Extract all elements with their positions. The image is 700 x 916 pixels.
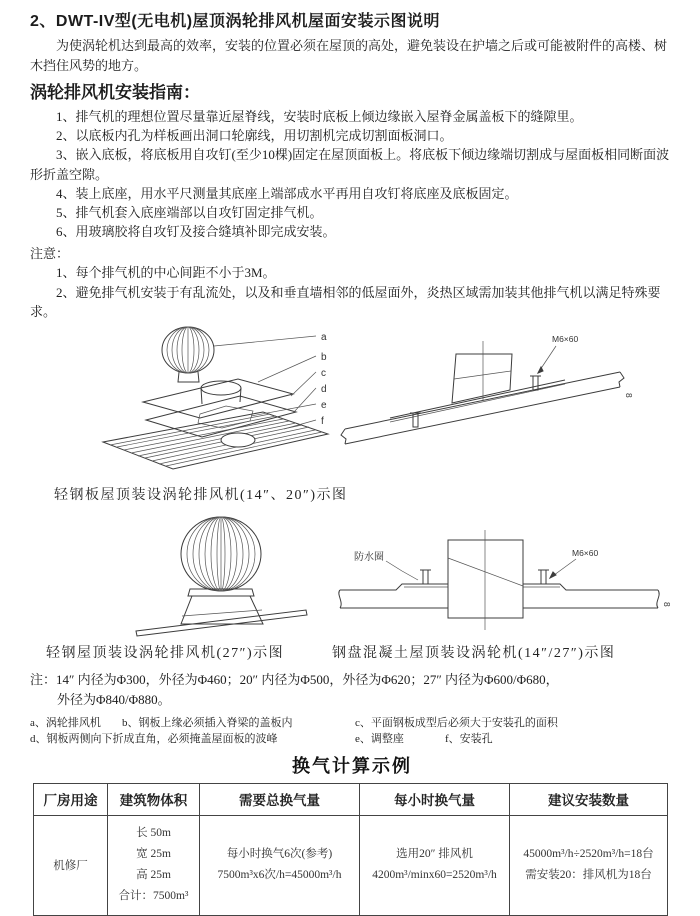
section-break-mark: 8 [624, 392, 634, 398]
cell-usage: 机修厂 [34, 815, 108, 915]
size-notes [30, 670, 674, 710]
required-line-1: 每小时换气6次(参考) [226, 848, 333, 861]
cell-volume [108, 815, 200, 915]
part-label-c: c [321, 367, 326, 379]
caption-steel-panel-roof: 轻钢板屋顶装设涡轮排风机(14″、20″)示图 [54, 487, 348, 503]
legend-item-a: a、涡轮排风机 [30, 716, 101, 729]
legend-item-d: d、钢板两侧向下折成直角，必须掩盖屋面板的波峰 [30, 732, 278, 745]
exploded-install-diagram [88, 324, 346, 484]
required-line-2: 7500m³x6次/h=45000m³/h [217, 869, 342, 882]
volume-height: 高 25m [136, 869, 171, 882]
guide-heading: 涡轮排风机安装指南： [30, 83, 200, 102]
header-usage: 厂房用途 [34, 783, 108, 815]
section-break-mark-2: 8 [662, 601, 672, 607]
volume-length: 长 50m [136, 827, 171, 840]
waterproof-ring-label: 防水圈 [354, 551, 384, 563]
turbine-27-diagram [118, 512, 330, 638]
part-label-a: a [321, 331, 327, 343]
cell-suggested-qty [510, 815, 668, 915]
table-row [34, 815, 668, 915]
part-label-f: f [321, 415, 324, 427]
diagram-area [30, 324, 674, 666]
hourly-line-1: 选用20″ 排风机 [396, 848, 473, 861]
volume-total: 合计：7500m³ [118, 890, 189, 903]
page-title: 2、DWT-IV型(无电机)屋顶涡轮排风机屋面安装示图说明 [30, 13, 441, 30]
cell-required-exchange [200, 815, 360, 915]
caption-steel-roof-27: 轻钢屋顶装设涡轮排风机(27″)示图 [46, 645, 285, 661]
guide-step-2: 2、以底板内孔为样板画出洞口轮廓线，用切割机完成切割面板洞口。 [56, 128, 453, 144]
steel-roof-section-diagram [330, 329, 670, 469]
notice-item-1: 1、每个排气机的中心间距不小于3M。 [56, 265, 276, 281]
legend-item-f: f、安装孔 [445, 732, 493, 745]
size-note-line-2: 外径为Φ840/Φ880。 [57, 691, 171, 707]
part-label-d: d [321, 383, 327, 395]
size-note-line-1: 注：14″ 内径为Φ300，外径为Φ460；20″ 内径为Φ500，外径为Φ620；27″ 内径为Φ600/Φ680， [30, 671, 559, 687]
hourly-line-2: 4200m³/minx60=2520m³/h [372, 869, 497, 882]
concrete-roof-section-diagram [328, 528, 676, 636]
legend-item-c: c、平面钢板成型后必须大于安装孔的面积 [355, 716, 558, 729]
ventilation-calc-table [33, 783, 668, 916]
guide-step-6: 6、用玻璃胶将自攻钉及接合缝填补即完成安装。 [56, 224, 336, 240]
table-title: 换气计算示例 [292, 755, 412, 776]
header-suggested-qty: 建议安装数量 [510, 783, 668, 815]
header-hourly-exchange: 每小时换气量 [360, 783, 510, 815]
legend-item-b: b、钢板上缘必须插入脊梁的盖板内 [122, 716, 293, 729]
guide-step-4: 4、装上底座，用水平尺测量其底座上端部成水平再用自攻钉将底座及底板固定。 [56, 185, 518, 201]
notice-item-2: 2、避免排气机安装于有乱流处，以及和垂直墙相邻的低屋面外，炎热区域需加装其他排气机以满足特殊要求。 [30, 284, 661, 320]
legend-item-e: e、调整座 [355, 732, 404, 745]
table-header-row [34, 783, 668, 815]
part-legend [30, 714, 674, 746]
guide-step-1: 1、排气机的理想位置尽量靠近屋脊线，安装时底板上倾边缘嵌入屋脊金属盖板下的缝隙里。 [56, 109, 583, 124]
caption-concrete-roof: 钢盘混凝土屋顶装设涡轮机(14″/27″)示图 [332, 645, 616, 661]
guide-step-5: 5、排气机套入底座端部以自攻钉固定排气机。 [56, 205, 323, 221]
bolt-size-label: M6×60 [552, 333, 579, 344]
header-volume: 建筑物体积 [108, 783, 200, 815]
suggested-line-2: 需安装20：排风机为18台 [525, 869, 652, 882]
part-label-e: e [321, 399, 327, 411]
bolt-size-label-2: M6×60 [572, 547, 599, 558]
guide-step-3: 3、嵌入底板，将底板用自攻钉(至少10棵)固定在屋顶面板上。将底板下倾边缘端切割成与屋面板相同断面波形折盖空隙。 [30, 147, 670, 182]
suggested-line-1: 45000m³/h÷2520m³/h=18台 [523, 848, 654, 861]
part-label-b: b [321, 351, 327, 363]
notice-heading: 注意： [30, 245, 70, 261]
intro-paragraph: 为使涡轮机达到最高的效率，安装的位置必须在屋顶的高处，避免装设在护墙之后或可能被附件的高楼、树木挡住风势的地方。 [30, 38, 668, 73]
header-required-exchange: 需要总换气量 [200, 783, 360, 815]
volume-width: 宽 25m [136, 848, 171, 861]
cell-hourly-exchange [360, 815, 510, 915]
